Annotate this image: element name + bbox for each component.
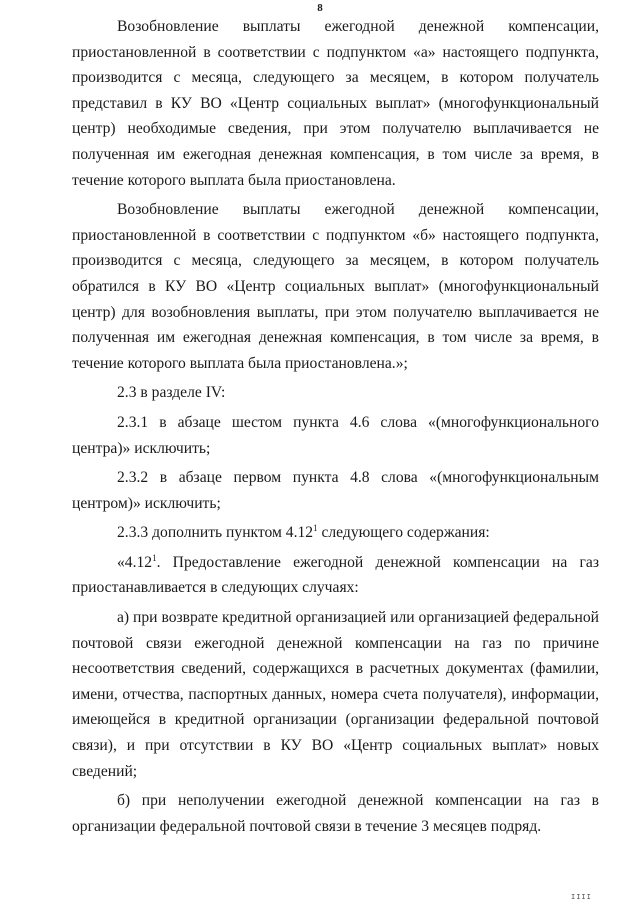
paragraph-case-b: б) при неполучении ежегодной денежной компенсации на газ в организации федеральной почтовой связи в течение 3 месяцев подряд. (72, 792, 599, 835)
paragraph-item-2-3-1: 2.3.1 в абзаце шестом пункта 4.6 слова «(многофункционального центра)» исключить; (72, 413, 599, 457)
corner-mark: ІІІІ (571, 893, 592, 901)
page-number: 8 (317, 2, 323, 14)
paragraph-point-4-12-1-tail: . Предоставление ежегодной денежной компенсации на газ приостанавливается в следующих случаях: (72, 553, 599, 597)
paragraph-item-2-3-3 (72, 520, 599, 546)
paragraph-point-4-12-1 (72, 550, 599, 601)
superscript-one: 1 (313, 523, 318, 534)
paragraph-item-2-3-2: 2.3.2 в абзаце первом пункта 4.8 слова «(многофункциональным центром)» исключить; (72, 469, 599, 512)
paragraph-resumption-b: Возобновление выплаты ежегодной денежной компенсации, приостановленной в соответствии с подпунктом «б» настоящего подпункта, производится с месяца, следующего за месяцем, в котором получатель обратился в КУ ВО «Центр социальных выплат» (многофункциональный центр) для возобновления выплаты, при этом получателю выплачивается не полученная им ежегодная денежная компенсация, в том числе за время, в течение которого выплата была приостановлена.»; (72, 201, 599, 372)
paragraph-section-2-3: 2.3 в разделе IV: (117, 384, 226, 402)
document-body (72, 14, 599, 843)
paragraph-case-a: а) при возврате кредитной организацией или организацией федеральной почтовой связи ежегодной денежной компенсации на газ по причине несоответствия сведений, содержащихся в расчетных документах (фамилии, имени, отчества, паспортных данных, номера счета получателя), информации, имеющейся в кредитной организации (организации федеральной почтовой связи), и при отсутствии в КУ ВО «Центр социальных выплат» новых сведений; (72, 609, 599, 780)
superscript-one: 1 (152, 552, 157, 563)
paragraph-item-2-3-3-tail: следующего содержания: (317, 524, 490, 542)
paragraph-resumption-a: Возобновление выплаты ежегодной денежной компенсации, приостановленной в соответствии с подпунктом «а» настоящего подпункта, производится с месяца, следующего за месяцем, в котором получатель представил в КУ ВО «Центр социальных выплат» (многофункциональный центр) необходимые сведения, при этом получателю выплачивается не полученная им ежегодная денежная компенсация, в том числе за время, в течение которого выплата была приостановлена. (72, 18, 599, 189)
paragraph-item-2-3-3-text: 2.3.3 дополнить пунктом 4.12 (117, 524, 314, 542)
paragraph-point-4-12-1-text: «4.12 (117, 553, 153, 571)
